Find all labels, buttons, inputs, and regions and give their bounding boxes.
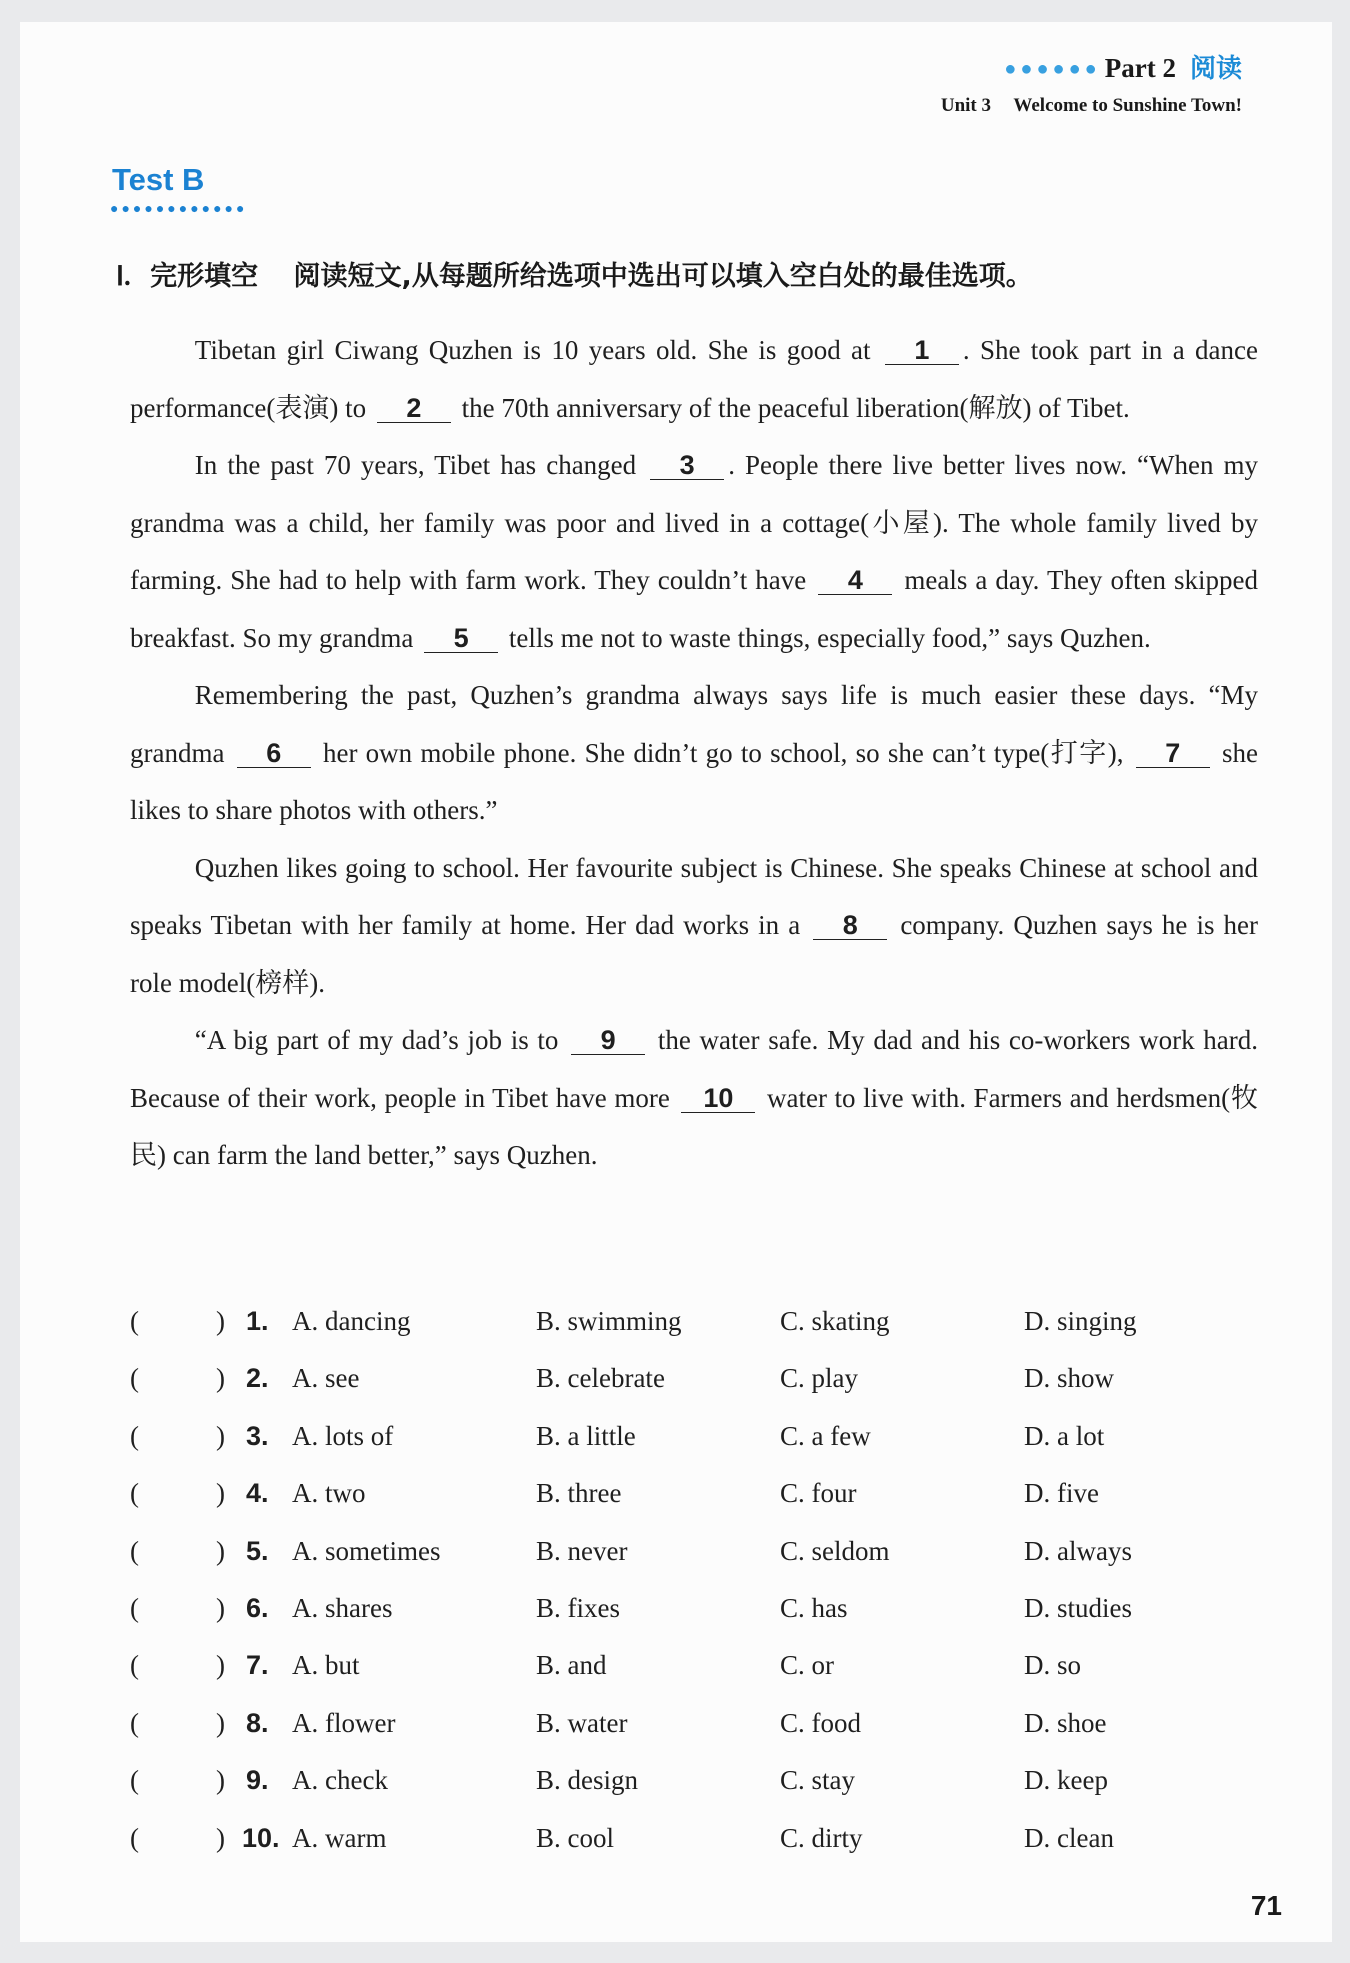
answer-paren-close: ) <box>216 1306 225 1336</box>
answer-paren-open: ( <box>130 1822 139 1853</box>
header-dots: ●●●●●● <box>1004 58 1101 80</box>
option-b: B. three <box>536 1478 622 1509</box>
answer-paren-close: ) <box>216 1707 225 1738</box>
answer-paren-close: ) <box>216 1478 225 1509</box>
option-c: C. skating <box>780 1306 890 1336</box>
part-cn-label: 阅读 <box>1189 54 1242 84</box>
option-a: A. dancing <box>292 1306 411 1336</box>
unit-line <box>941 95 1242 117</box>
question-number: 5. <box>246 1535 269 1566</box>
question-number: 1. <box>246 1306 269 1336</box>
unit-label: Unit 3 <box>940 95 991 116</box>
option-d: D. clean <box>1024 1822 1114 1853</box>
option-b: B. swimming <box>536 1306 682 1336</box>
option-c: C. four <box>780 1478 857 1509</box>
option-a: A. warm <box>292 1822 387 1853</box>
passage-text: Quzhen likes going to school. Her favourite subject is Chinese. She speaks Chinese at school and speaks Tibetan with her family at home. Her dad works in a <box>130 852 1258 940</box>
question-row-9 <box>130 1765 1280 1822</box>
unit-title: Welcome to Sunshine Town! <box>1013 95 1242 116</box>
question-row-2 <box>130 1363 1280 1420</box>
question-number: 4. <box>246 1478 269 1509</box>
passage-text: tells me not to waste things, especially food,” says Quzhen. <box>502 622 1151 653</box>
section-instruction <box>116 254 1033 293</box>
option-c: C. or <box>780 1650 834 1681</box>
option-c: C. stay <box>780 1765 856 1796</box>
question-number: 8. <box>246 1707 269 1738</box>
section-category: 完形填空 <box>150 261 259 292</box>
option-a: A. flower <box>292 1707 396 1738</box>
option-d: D. a lot <box>1024 1420 1105 1451</box>
question-number: 10. <box>242 1822 280 1853</box>
answer-paren-open: ( <box>130 1306 139 1336</box>
passage-paragraph-2 <box>130 437 1258 667</box>
option-d: D. shoe <box>1024 1707 1107 1738</box>
answer-paren-open: ( <box>130 1765 139 1796</box>
question-row-10 <box>130 1823 1280 1880</box>
answer-paren-open: ( <box>130 1535 139 1566</box>
passage-text: Remembering the past, Quzhen’s grandma always says life is much easier these days. “My grandma <box>130 680 1258 768</box>
passage-paragraph-1 <box>130 322 1258 437</box>
answer-paren-close: ) <box>216 1650 225 1681</box>
passage-paragraph-5 <box>130 1012 1258 1185</box>
option-c: C. play <box>780 1363 858 1394</box>
answer-paren-close: ) <box>216 1363 225 1394</box>
option-a: A. but <box>292 1650 360 1681</box>
option-c: C. a few <box>780 1420 871 1451</box>
blank-5: 5 <box>424 624 498 653</box>
blank-1: 1 <box>885 336 959 365</box>
page-header <box>941 48 1242 117</box>
option-a: A. two <box>292 1478 366 1509</box>
option-a: A. see <box>292 1363 360 1394</box>
answer-paren-open: ( <box>130 1707 139 1738</box>
answer-paren-open: ( <box>130 1650 139 1681</box>
answer-paren-open: ( <box>130 1420 139 1451</box>
question-number: 2. <box>246 1363 269 1394</box>
passage-paragraph-3 <box>130 667 1258 840</box>
question-row-8 <box>130 1708 1280 1765</box>
option-b: B. celebrate <box>536 1363 665 1394</box>
option-b: B. water <box>536 1707 628 1738</box>
page-number: 71 <box>1250 1890 1282 1921</box>
option-d: D. five <box>1024 1478 1099 1509</box>
option-d: D. show <box>1024 1363 1115 1394</box>
answer-paren-close: ) <box>216 1822 225 1853</box>
option-d: D. so <box>1024 1650 1082 1681</box>
passage-text: . People there live better lives now. “When my grandma was a child, her family was poor and lived in a cottage(小屋). The whole family lived by farming. She had to help with farm work. They couldn’t have <box>130 450 1258 595</box>
test-title-dots: ●●●●●●●●●●●● <box>110 202 248 217</box>
passage-text: water to live with. Farmers and herdsmen(牧民) can farm the land better,” says Quzhen. <box>130 1082 1258 1170</box>
answer-paren-close: ) <box>216 1420 225 1451</box>
section-number: Ⅰ. <box>116 261 131 291</box>
part-line <box>941 48 1242 85</box>
passage-text: In the past 70 years, Tibet has changed <box>194 450 647 480</box>
section-instruction-text: 阅读短文,从每题所给选项中选出可以填入空白处的最佳选项。 <box>293 261 1033 292</box>
question-row-3 <box>130 1421 1280 1478</box>
blank-3: 3 <box>650 451 724 480</box>
blank-10: 10 <box>681 1084 755 1113</box>
passage-paragraph-4 <box>130 840 1258 1013</box>
option-b: B. and <box>536 1650 607 1681</box>
option-b: B. a little <box>536 1420 636 1451</box>
option-c: C. has <box>780 1592 848 1623</box>
passage-text: company. Quzhen says he is her role model(榜样). <box>130 910 1258 998</box>
answer-paren-close: ) <box>216 1535 225 1566</box>
option-b: B. never <box>536 1535 628 1566</box>
answer-paren-open: ( <box>130 1363 139 1394</box>
blank-4: 4 <box>818 566 892 595</box>
passage-text: her own mobile phone. She didn’t go to school, so she can’t type(打字), <box>314 737 1132 768</box>
question-row-5 <box>130 1536 1280 1593</box>
question-number: 7. <box>246 1650 269 1681</box>
cloze-passage <box>130 322 1258 1185</box>
option-d: D. always <box>1024 1535 1132 1566</box>
answer-paren-open: ( <box>130 1478 139 1509</box>
blank-9: 9 <box>571 1026 645 1055</box>
option-a: A. shares <box>292 1592 393 1623</box>
option-c: C. food <box>780 1707 861 1738</box>
answer-paren-close: ) <box>216 1765 225 1796</box>
option-a: A. check <box>292 1765 388 1796</box>
option-d: D. keep <box>1024 1765 1108 1796</box>
passage-text: “A big part of my dad’s job is to <box>194 1025 568 1055</box>
passage-text: she likes to share photos with others.” <box>130 737 1259 825</box>
answer-options <box>130 1306 1280 1880</box>
question-row-1 <box>130 1306 1280 1363</box>
question-row-7 <box>130 1650 1280 1707</box>
workbook-page <box>20 22 1332 1942</box>
option-d: D. singing <box>1024 1306 1137 1336</box>
question-number: 6. <box>246 1592 269 1623</box>
answer-paren-open: ( <box>130 1592 139 1623</box>
blank-7: 7 <box>1136 739 1210 768</box>
question-number: 9. <box>246 1765 269 1796</box>
option-d: D. studies <box>1024 1592 1132 1623</box>
blank-6: 6 <box>237 739 311 768</box>
option-b: B. fixes <box>536 1592 620 1623</box>
answer-paren-close: ) <box>216 1592 225 1623</box>
option-a: A. lots of <box>292 1420 394 1451</box>
question-number: 3. <box>246 1420 269 1451</box>
option-a: A. sometimes <box>292 1535 441 1566</box>
blank-2: 2 <box>377 394 451 423</box>
passage-text: . She took part in a dance performance(表演) to <box>130 335 1258 423</box>
option-c: C. dirty <box>780 1822 863 1853</box>
passage-text: the water safe. My dad and his co-workers work hard. Because of their work, people in Tibet have more <box>130 1025 1258 1113</box>
blank-8: 8 <box>813 911 887 940</box>
test-title: Test B <box>112 162 205 197</box>
passage-text: Tibetan girl Ciwang Quzhen is 10 years old. She is good at <box>194 335 881 365</box>
passage-text: meals a day. They often skipped breakfast. So my grandma <box>130 565 1258 653</box>
part-label: Part 2 <box>1104 53 1176 83</box>
option-b: B. cool <box>536 1822 614 1853</box>
question-row-6 <box>130 1593 1280 1650</box>
question-row-4 <box>130 1478 1280 1535</box>
option-c: C. seldom <box>780 1535 890 1566</box>
passage-text: the 70th anniversary of the peaceful liberation(解放) of Tibet. <box>454 392 1130 423</box>
option-b: B. design <box>536 1765 639 1796</box>
